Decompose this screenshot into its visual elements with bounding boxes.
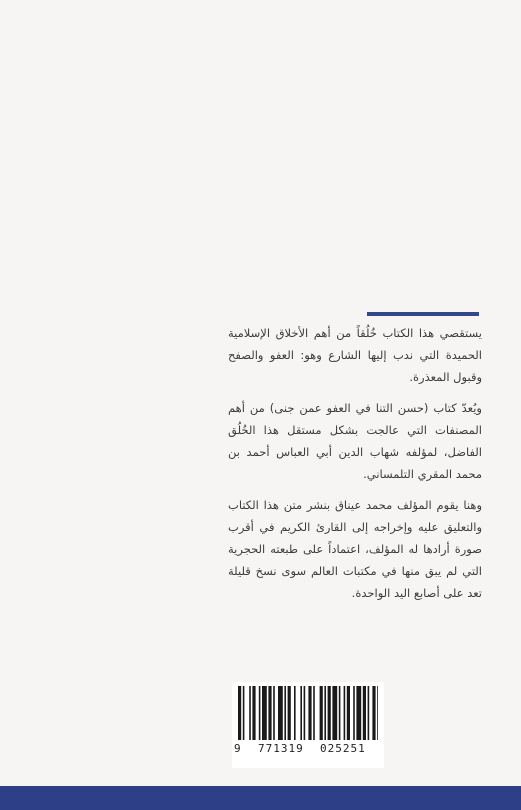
barcode-right-group: 025251 <box>320 742 366 755</box>
barcode-bar <box>356 686 361 740</box>
back-cover-blurb <box>228 322 482 613</box>
barcode-bar <box>238 686 241 740</box>
barcode-bar <box>344 686 346 740</box>
blurb-paragraph-2: ويُعدّ كتاب (حسن التنا في العفو عمن جنى) من أهم المصنفات التي عالجت بشكل مستقل هذا الخُلُق الفاضل، لمؤلفه شهاب الدين أبي العباس أحمد بن محمد المقري التلمساني. <box>228 401 482 481</box>
barcode-bar <box>288 686 291 740</box>
barcode-bar <box>278 686 283 740</box>
barcode-bar <box>347 686 350 740</box>
blurb-paragraph-3: وهنا يقوم المؤلف محمد عيناق بنشر متن هذا الكتاب والتعليق عليه وإخراجه إلى القارئ الكريم في أقرب صورة أرادها له المؤلف، اعتماداً على طبعته الحجرية التي لم يبق منها في مكتبات العالم سوى نسخ قليلة تعد على أصابع اليد الواحدة. <box>228 498 482 600</box>
barcode-bar <box>320 686 323 740</box>
bottom-color-strip <box>0 786 521 810</box>
blurb-paragraph-1: يستقصي هذا الكتاب خُلُقاً من أهم الأخلاق الإسلامية الحميدة التي ندب إليها الشارع وهو: العفو والصفح وقبول المعذرة. <box>228 326 482 384</box>
barcode-bar <box>313 686 315 740</box>
accent-rule <box>367 312 479 316</box>
barcode-bar <box>372 686 375 740</box>
barcode-bar <box>304 686 306 740</box>
barcode-bar <box>294 686 296 740</box>
barcode-bar <box>262 686 267 740</box>
barcode-bar <box>328 686 331 740</box>
barcode-bar <box>363 686 366 740</box>
barcode-left-group: 771319 <box>258 742 304 755</box>
barcode-bar <box>259 686 261 740</box>
barcode-bar <box>268 686 271 740</box>
barcode-bar <box>300 686 302 740</box>
barcode-bar <box>243 686 245 740</box>
barcode-bars <box>238 686 378 744</box>
barcode-first-digit: 9 <box>234 742 241 755</box>
barcode-bar <box>377 686 378 740</box>
barcode-bar <box>332 686 337 740</box>
barcode-bar <box>324 686 326 740</box>
barcode-bar <box>252 686 255 740</box>
barcode-bar <box>308 686 311 740</box>
barcode-bar <box>368 686 370 740</box>
barcode-area <box>232 682 384 768</box>
barcode-bar <box>284 686 286 740</box>
barcode-bar <box>249 686 251 740</box>
barcode-bar <box>273 686 275 740</box>
barcode-bar <box>339 686 341 740</box>
barcode-bar <box>353 686 355 740</box>
